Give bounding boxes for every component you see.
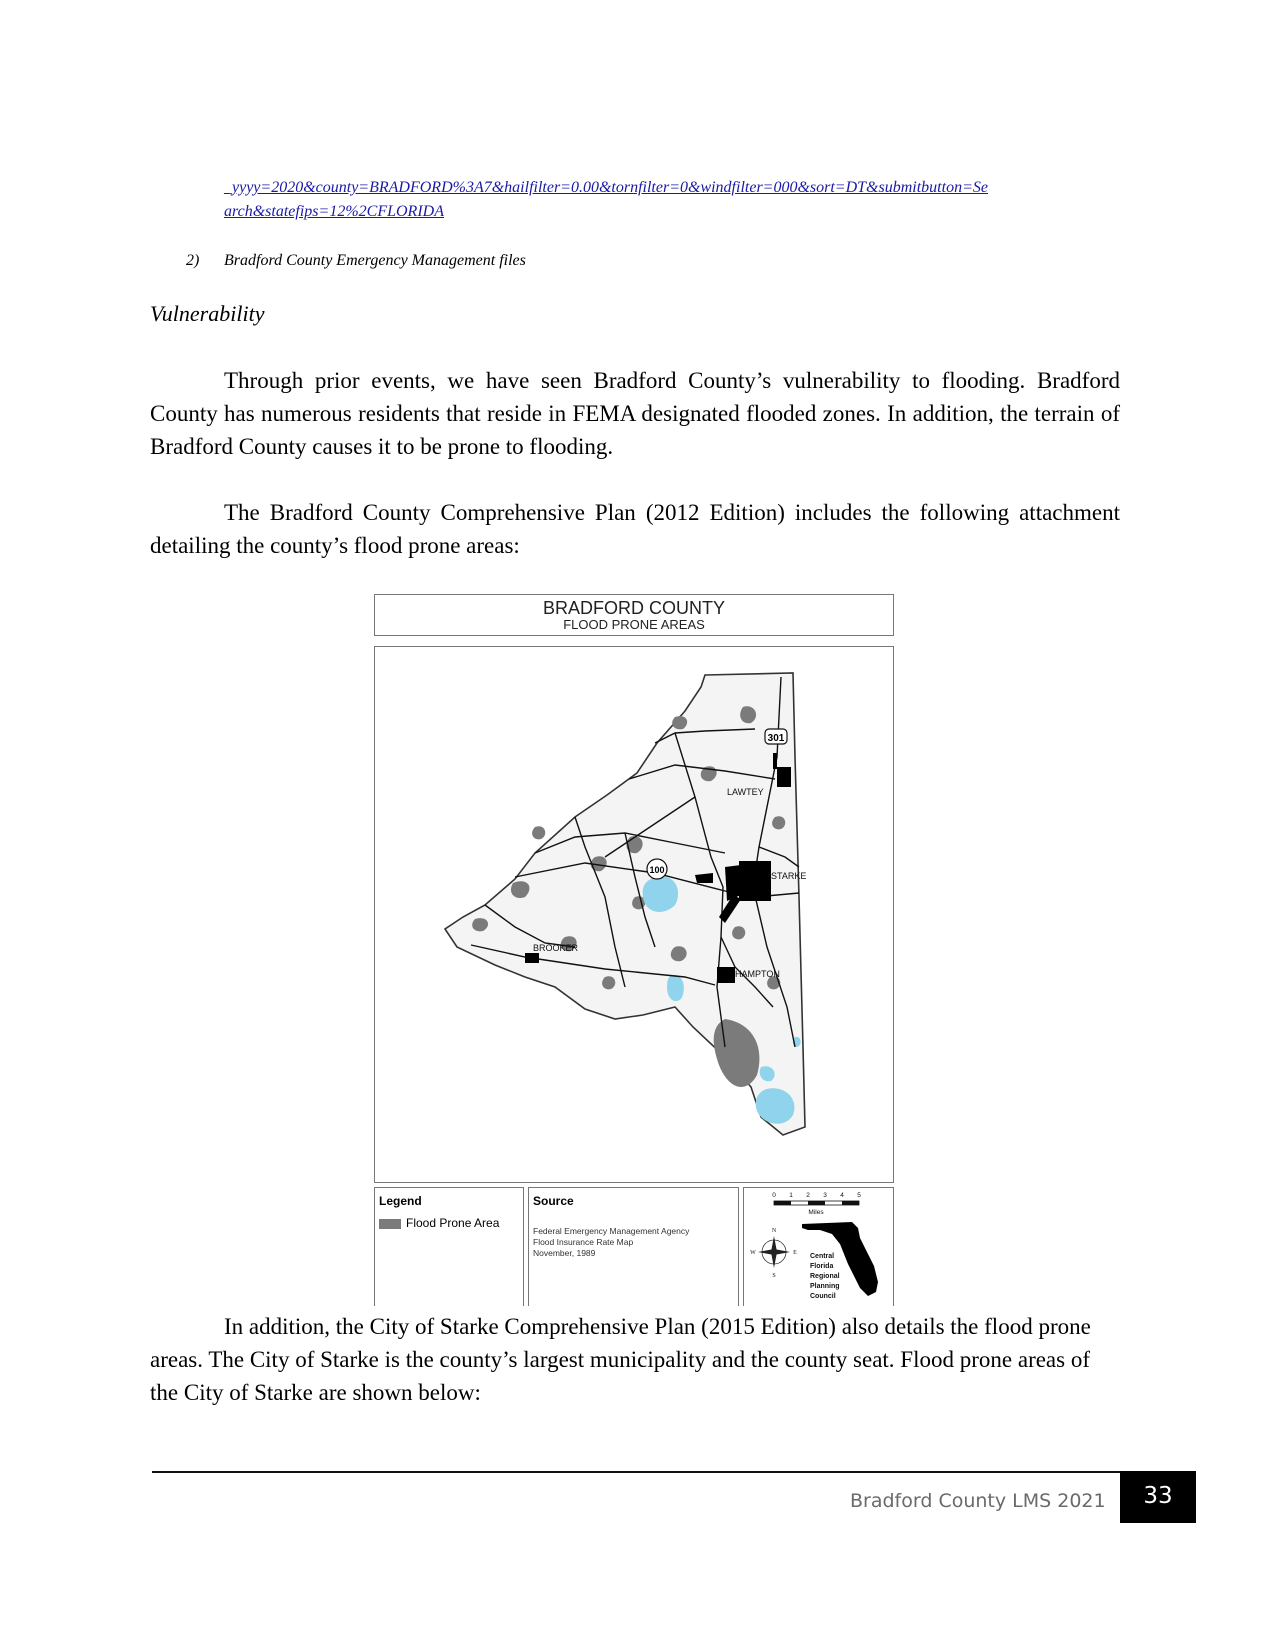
agency-line-3: Florida bbox=[810, 1263, 834, 1270]
place-label-hampton: HAMPTON bbox=[735, 969, 780, 979]
reference-number: 2) bbox=[186, 252, 200, 269]
legend-panel bbox=[374, 1187, 524, 1306]
place-label-starke: STARKE bbox=[771, 871, 807, 881]
legend-item bbox=[379, 1216, 499, 1230]
road-shield-301 bbox=[765, 729, 787, 744]
source-line-1: Federal Emergency Management Agency bbox=[533, 1226, 690, 1236]
reference-link[interactable] bbox=[224, 176, 1124, 224]
flood-prone-swatch bbox=[379, 1219, 401, 1229]
scale-unit: Miles bbox=[808, 1209, 824, 1216]
legend-heading: Legend bbox=[379, 1194, 422, 1208]
place-label-lawtey: LAWTEY bbox=[727, 787, 764, 797]
reference-item bbox=[186, 250, 526, 272]
place-label-brooker: BROOKER bbox=[533, 943, 579, 953]
shield-label-301: 301 bbox=[767, 733, 785, 744]
paragraph-comprehensive-plan: The Bradford County Comprehensive Plan (2012 Edition) includes the following attachment detailing the county’s flood prone areas: bbox=[150, 500, 1120, 558]
source-panel bbox=[528, 1187, 739, 1306]
footer-text: Bradford County LMS 2021 bbox=[850, 1490, 1106, 1512]
scale-tick-5: 5 bbox=[857, 1192, 861, 1199]
source-line-3: November, 1989 bbox=[533, 1248, 596, 1258]
map-title-box bbox=[374, 594, 894, 636]
agency-line-6: Council bbox=[810, 1293, 836, 1300]
compass-rose-icon bbox=[758, 1236, 790, 1268]
road-shield-100 bbox=[647, 859, 667, 879]
scale-tick-1: 1 bbox=[789, 1192, 793, 1199]
scale-panel bbox=[743, 1187, 894, 1306]
compass-e: E bbox=[793, 1250, 797, 1256]
paragraph-starke-plan: In addition, the City of Starke Comprehensive Plan (2015 Edition) also details the flood prone areas. The City of Starke is the county’s largest municipality and the county seat. Flood prone areas of the City of Starke are shown below: bbox=[150, 1314, 1091, 1405]
compass-s: S bbox=[772, 1273, 776, 1279]
reference-text: Bradford County Emergency Management files bbox=[224, 252, 526, 269]
page-number: 33 bbox=[1120, 1471, 1196, 1523]
scale-tick-2: 2 bbox=[806, 1192, 810, 1199]
agency-line-2: Central bbox=[810, 1253, 835, 1260]
county-map bbox=[374, 646, 894, 1183]
compass-w: W bbox=[750, 1250, 756, 1256]
map-title: BRADFORD COUNTY bbox=[542, 598, 725, 618]
scale-and-locator bbox=[744, 1188, 893, 1306]
source-text bbox=[533, 1226, 733, 1259]
agency-line-1: North bbox=[810, 1243, 829, 1250]
shield-label-100: 100 bbox=[649, 865, 665, 875]
paragraph-vulnerability: Through prior events, we have seen Bradford County’s vulnerability to flooding. Bradford County has numerous residents that reside in FEMA designated flooded zones. In addition, the terrain of Bradford County causes it to be prone to flooding. bbox=[150, 368, 1120, 459]
agency-line-5: Planning bbox=[810, 1283, 840, 1290]
county-map-drawing bbox=[375, 647, 893, 1182]
scale-tick-4: 4 bbox=[840, 1192, 844, 1199]
footer-rule bbox=[152, 1471, 1120, 1473]
agency-line-4: Regional bbox=[810, 1273, 840, 1280]
reference-link-line-1[interactable]: _yyyy=2020&county=BRADFORD%3A7&hailfilter=0.00&tornfilter=0&windfilter=000&sort=DT&submitbutton=Se bbox=[224, 179, 988, 196]
compass-n: N bbox=[771, 1228, 777, 1234]
flood-map-figure bbox=[374, 594, 894, 1306]
scale-tick-0: 0 bbox=[772, 1192, 776, 1199]
reference-link-line-2[interactable]: arch&statefips=12%2CFLORIDA bbox=[224, 203, 444, 220]
scale-tick-3: 3 bbox=[823, 1192, 827, 1199]
section-heading: Vulnerability bbox=[150, 301, 265, 326]
legend-item-label: Flood Prone Area bbox=[406, 1216, 500, 1230]
source-heading: Source bbox=[533, 1194, 574, 1208]
map-subtitle: FLOOD PRONE AREAS bbox=[563, 617, 705, 632]
source-line-2: Flood Insurance Rate Map bbox=[533, 1237, 634, 1247]
scale-bar bbox=[774, 1201, 859, 1205]
